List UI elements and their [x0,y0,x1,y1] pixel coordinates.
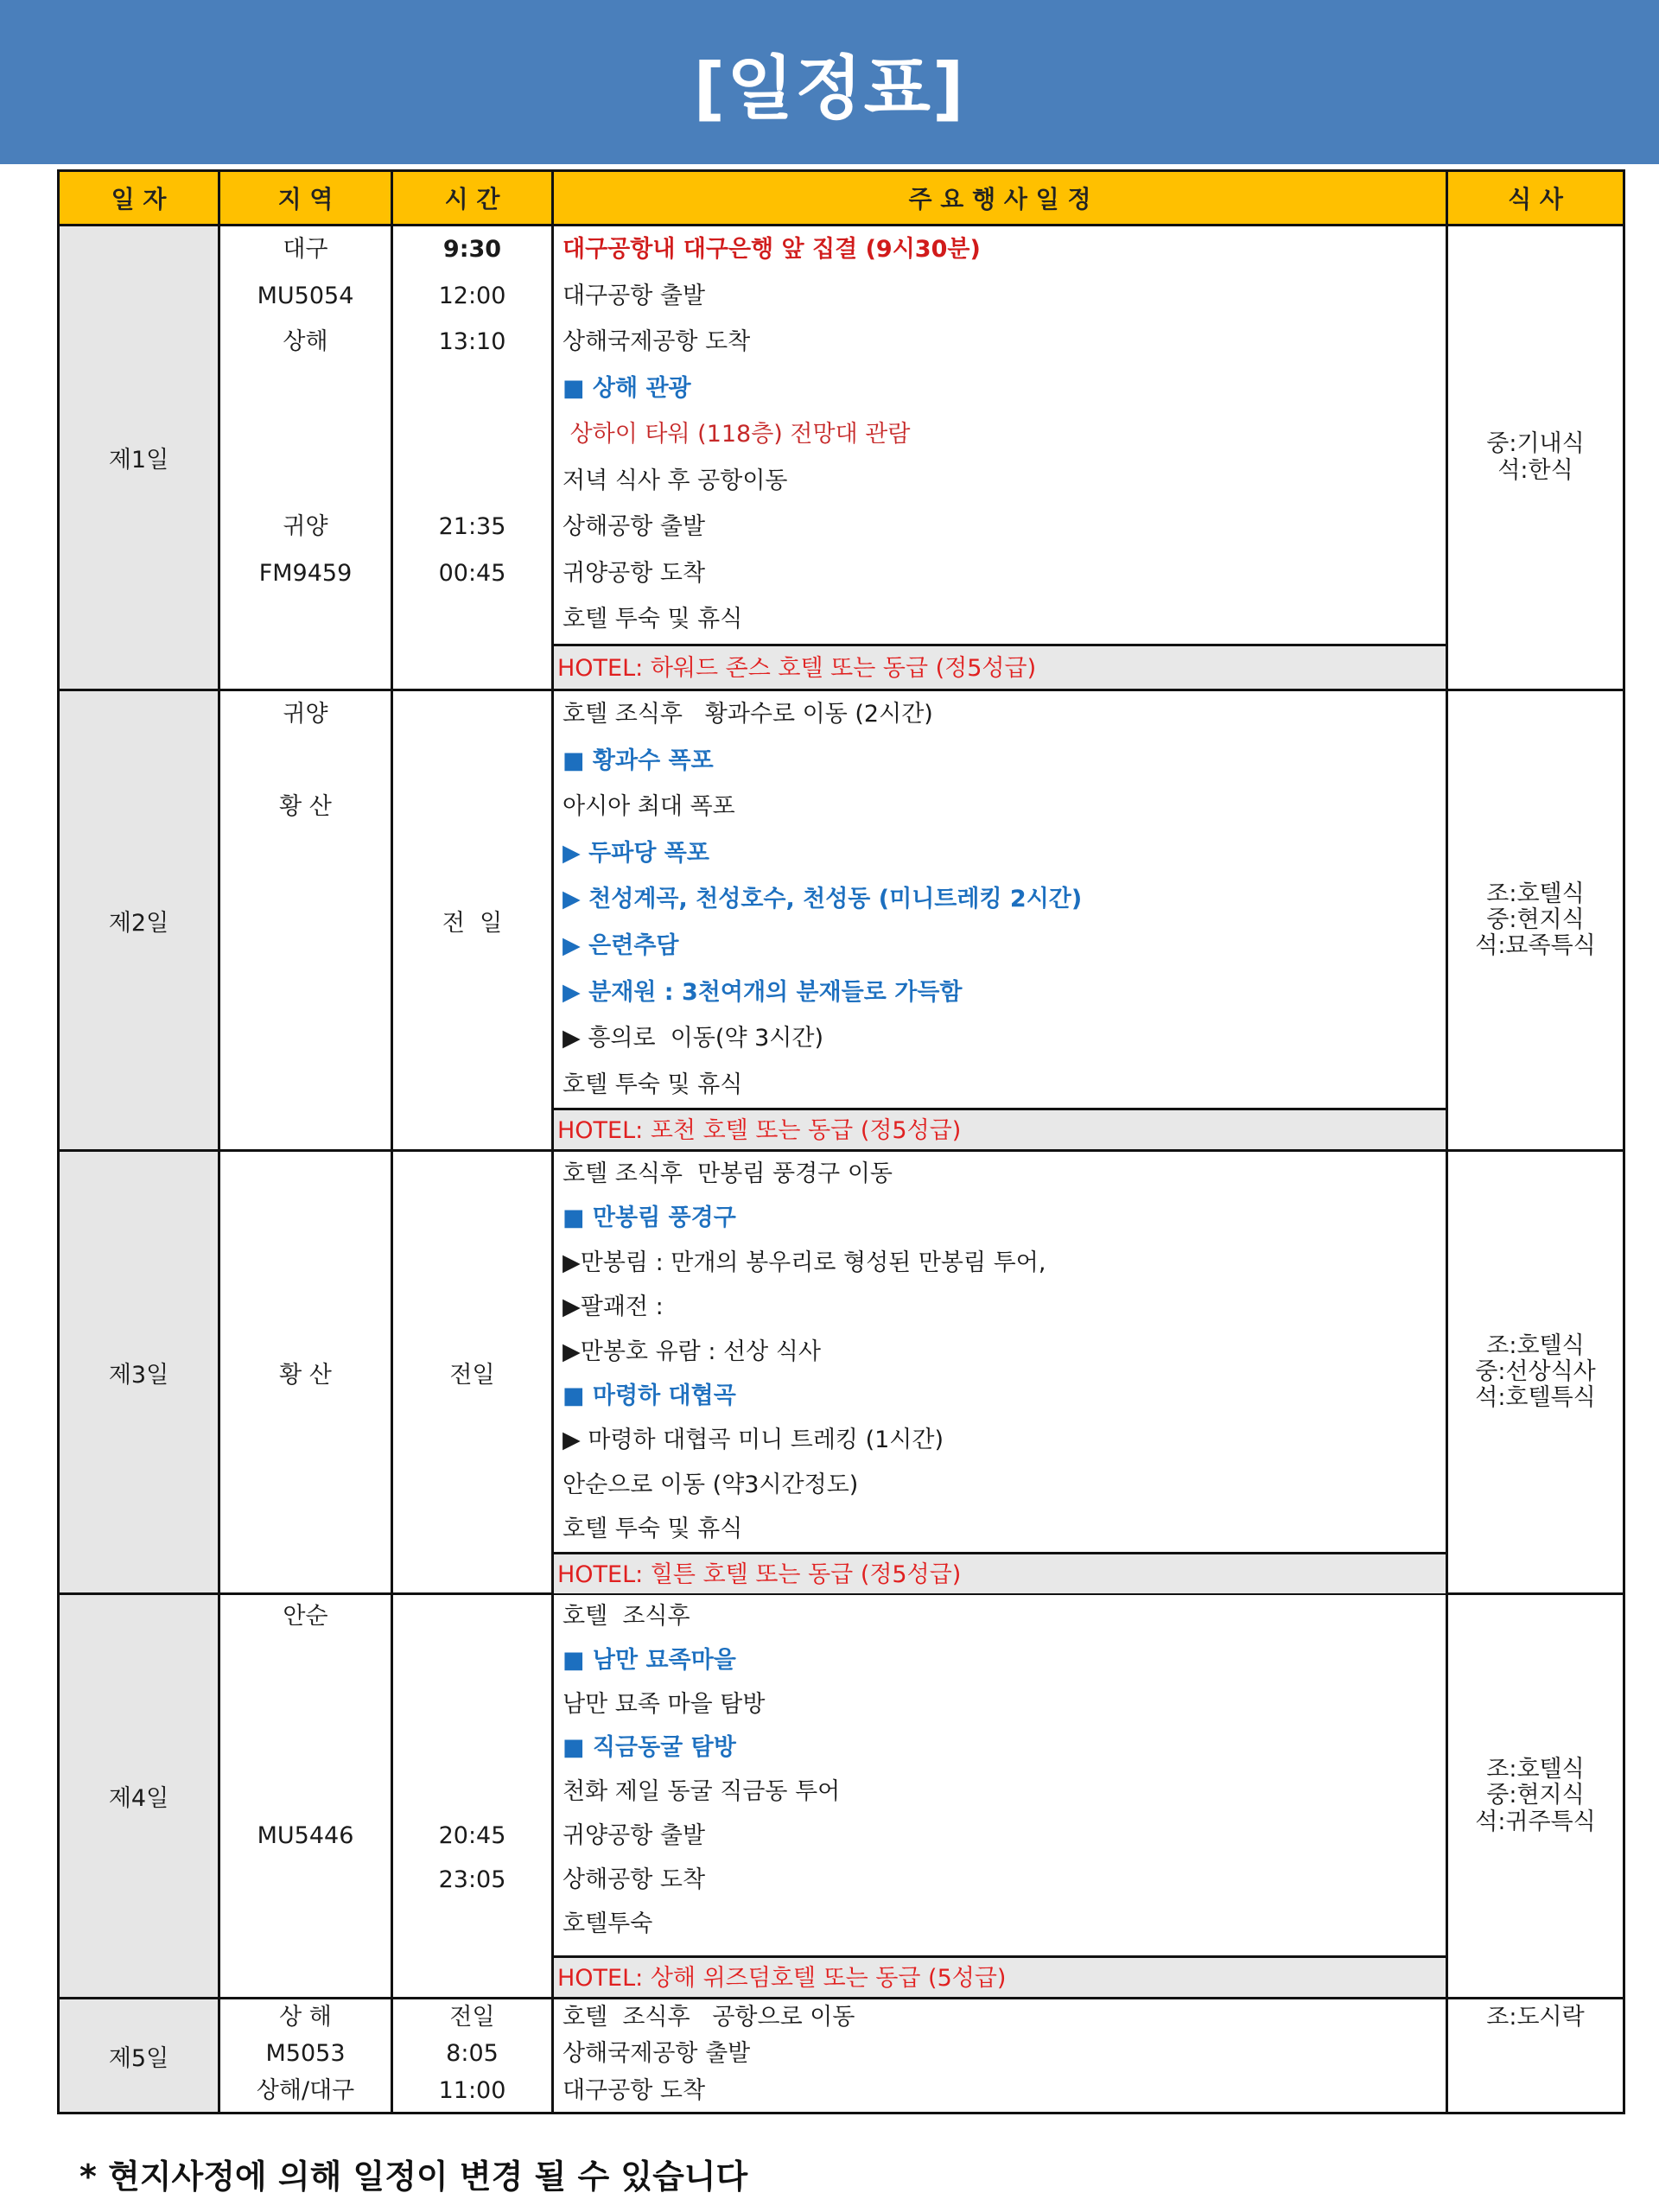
hotel-info: HOTEL: 힐튼 호텔 또는 동급 (정5성급) [554,1552,1446,1593]
time-text: 23:05 [438,1866,506,1893]
region-text [220,738,391,785]
activity-line: ▶ 두파당 폭포 [563,839,709,867]
header-schedule: 주 요 행 사 일 정 [553,171,1447,226]
meal-cell [1447,1999,1624,2113]
day-label: 제5일 [59,1999,219,2113]
region-text: FM9459 [258,559,353,587]
activity-line: 대구공항내 대구은행 앞 집결 (9시30분) [563,236,981,263]
region-text [220,1639,391,1683]
activity-line: 귀양공항 도착 [563,559,706,587]
region-text: 안순 [283,1603,328,1630]
time-cell [392,1151,553,1594]
time-text [393,411,551,458]
activity-line: 천화 제일 동굴 직금동 투어 [563,1778,841,1806]
activity-line: 대구공항 출발 [563,282,706,309]
time-text: 00:45 [438,559,506,587]
region-cell [219,1151,392,1594]
activity-line: 대구공항 도착 [563,2076,706,2104]
activity-line: 상해국제공항 출발 [563,2040,751,2068]
activity-line: 상하이 타워 (118층) 전망대 관람 [563,421,911,448]
schedule-cell [553,690,1447,1151]
time-text [393,458,551,505]
activity-line: ▶ 마령하 대협곡 미니 트레킹 (1시간) [563,1427,944,1454]
meal-text: 조:호텔식 [1486,880,1585,907]
region-text [220,411,391,458]
schedule-cell [553,226,1447,690]
meal-text: 석:호텔특식 [1475,1384,1596,1412]
day-label: 제1일 [59,226,219,690]
meal-text: 석:묘족특식 [1475,932,1596,960]
region-text [220,1903,391,1947]
activity-line: ▶팔괘전 : [563,1294,664,1321]
time-text: 11:00 [438,2076,506,2104]
meal-text: 중:선상식사 [1475,1357,1596,1385]
meal-text: 조:호텔식 [1486,1332,1585,1359]
time-cell [392,690,553,1151]
activity-line: ■ 직금동굴 탐방 [563,1734,736,1762]
region-text [220,458,391,505]
schedule-table [57,169,1625,2114]
activity-line: 호텔 조식후 [563,1603,690,1630]
activity-line: ■ 황과수 폭포 [563,747,714,774]
activity-line: 호텔 조식후 만봉림 풍경구 이동 [563,1160,893,1187]
activity-line: 상해공항 출발 [563,513,706,540]
meal-text: 조:도시락 [1486,2004,1585,2031]
time-text: 12:00 [438,282,506,309]
time-text: 전일 [449,2004,495,2031]
time-text: 8:05 [446,2040,499,2068]
day-row [59,690,1624,1151]
schedule-cell [553,1151,1447,1594]
time-text [393,1595,551,1639]
activity-line: 남만 묘족 마을 탐방 [563,1690,766,1718]
day-label: 제2일 [59,690,219,1151]
region-cell [219,1594,392,1999]
header-region: 지 역 [219,171,392,226]
time-text: 전일 [449,1361,495,1389]
time-cell [392,1999,553,2113]
activity-line: ■ 남만 묘족마을 [563,1646,736,1674]
region-cell [219,690,392,1151]
meal-text: 중:기내식 [1486,430,1585,458]
footnote: * 현지사정에 의해 일정이 변경 될 수 있습니다 [79,2158,748,2196]
time-text [393,365,551,412]
activity-line: ▶ 흥의로 이동(약 3시간) [563,1025,823,1052]
region-text: 귀양 [283,513,328,540]
time-text: 20:45 [438,1821,506,1849]
meal-text: 중:현지식 [1486,1782,1585,1809]
meal-cell [1447,226,1624,690]
time-text [393,596,551,643]
region-text [220,1726,391,1770]
time-text: 전 일 [442,909,503,937]
time-cell [392,1594,553,1999]
activity-line: 호텔 투숙 및 휴식 [563,606,743,632]
region-text [220,1859,391,1903]
time-text [393,1903,551,1947]
meal-cell [1447,690,1624,1151]
header-day: 일 자 [59,171,219,226]
meal-text: 석:귀주특식 [1475,1808,1596,1835]
time-text [393,1726,551,1770]
region-text [220,1683,391,1727]
region-text: MU5446 [257,1821,354,1849]
day-row [59,1151,1624,1594]
time-cell [392,226,553,690]
meal-text: 중:현지식 [1486,906,1585,933]
activity-line: ▶ 분재원 : 3천여개의 분재들로 가득함 [563,978,963,1006]
activity-line: ■ 상해 관광 [563,374,691,402]
region-text: 대구 [283,236,328,263]
meal-cell [1447,1151,1624,1594]
activity-line: 호텔 투숙 및 휴식 [563,1071,743,1098]
hotel-info: HOTEL: 하워드 존스 호텔 또는 동급 (정5성급) [554,644,1446,689]
region-text: 상해/대구 [256,2076,355,2104]
meal-text: 조:호텔식 [1486,1756,1585,1783]
region-cell [219,226,392,690]
region-text: M5053 [265,2040,346,2068]
activity-line: 안순으로 이동 (약3시간정도) [563,1471,859,1498]
activity-line: 상해공항 도착 [563,1866,706,1893]
activity-line: 호텔투숙 [563,1910,653,1937]
activity-line: ▶만봉호 유람 : 선상 식사 [563,1338,821,1365]
activity-line: 호텔 조식후 황과수로 이동 (2시간) [563,701,933,728]
schedule-cell [553,1594,1447,1999]
activity-line: 호텔 투숙 및 휴식 [563,1516,743,1543]
region-text: 귀양 [283,701,328,728]
region-cell [219,1999,392,2113]
region-text [220,596,391,643]
activity-line: 귀양공항 출발 [563,1821,706,1849]
page-title: [일정표] [693,48,966,129]
activity-line: ▶ 천성계곡, 천성호수, 천성동 (미니트레킹 2시간) [563,886,1083,913]
time-text [393,1770,551,1815]
meal-text: 석:한식 [1497,456,1573,484]
activity-line: ▶ 은련추담 [563,931,679,959]
header-meal: 식 사 [1447,171,1624,226]
time-text [393,1639,551,1683]
region-text: 황 산 [279,1361,332,1389]
day-label: 제3일 [59,1151,219,1594]
region-text: 황 산 [279,793,332,821]
time-text: 9:30 [442,236,502,263]
day-label: 제4일 [59,1594,219,1999]
activity-line: 아시아 최대 폭포 [563,793,735,821]
day-row [59,1999,1624,2113]
region-text [220,1770,391,1815]
meal-cell [1447,1594,1624,1999]
hotel-info: HOTEL: 상해 위즈덤호텔 또는 동급 (5성급) [554,1955,1446,1997]
activity-line: ■ 만봉림 풍경구 [563,1205,736,1232]
day-row [59,1594,1624,1999]
region-text: MU5054 [257,282,354,309]
activity-line: ■ 마령하 대협곡 [563,1382,736,1409]
region-text: 상해 [283,328,328,355]
hotel-info: HOTEL: 포천 호텔 또는 동급 (정5성급) [554,1108,1446,1149]
activity-line: 상해국제공항 도착 [563,328,751,355]
activity-line: 호텔 조식후 공항으로 이동 [563,2004,855,2031]
header-time: 시 간 [392,171,553,226]
header-row [59,171,1624,226]
schedule-cell [553,1999,1447,2113]
activity-line: 저녁 식사 후 공항이동 [563,467,788,494]
time-text: 21:35 [438,513,506,540]
region-text: 상 해 [279,2004,332,2031]
time-text: 13:10 [438,328,506,355]
title-banner [0,0,1659,164]
activity-line: ▶만봉림 : 만개의 봉우리로 형성된 만봉림 투어, [563,1249,1046,1276]
day-row [59,226,1624,690]
region-text [220,365,391,412]
time-text [393,1683,551,1727]
